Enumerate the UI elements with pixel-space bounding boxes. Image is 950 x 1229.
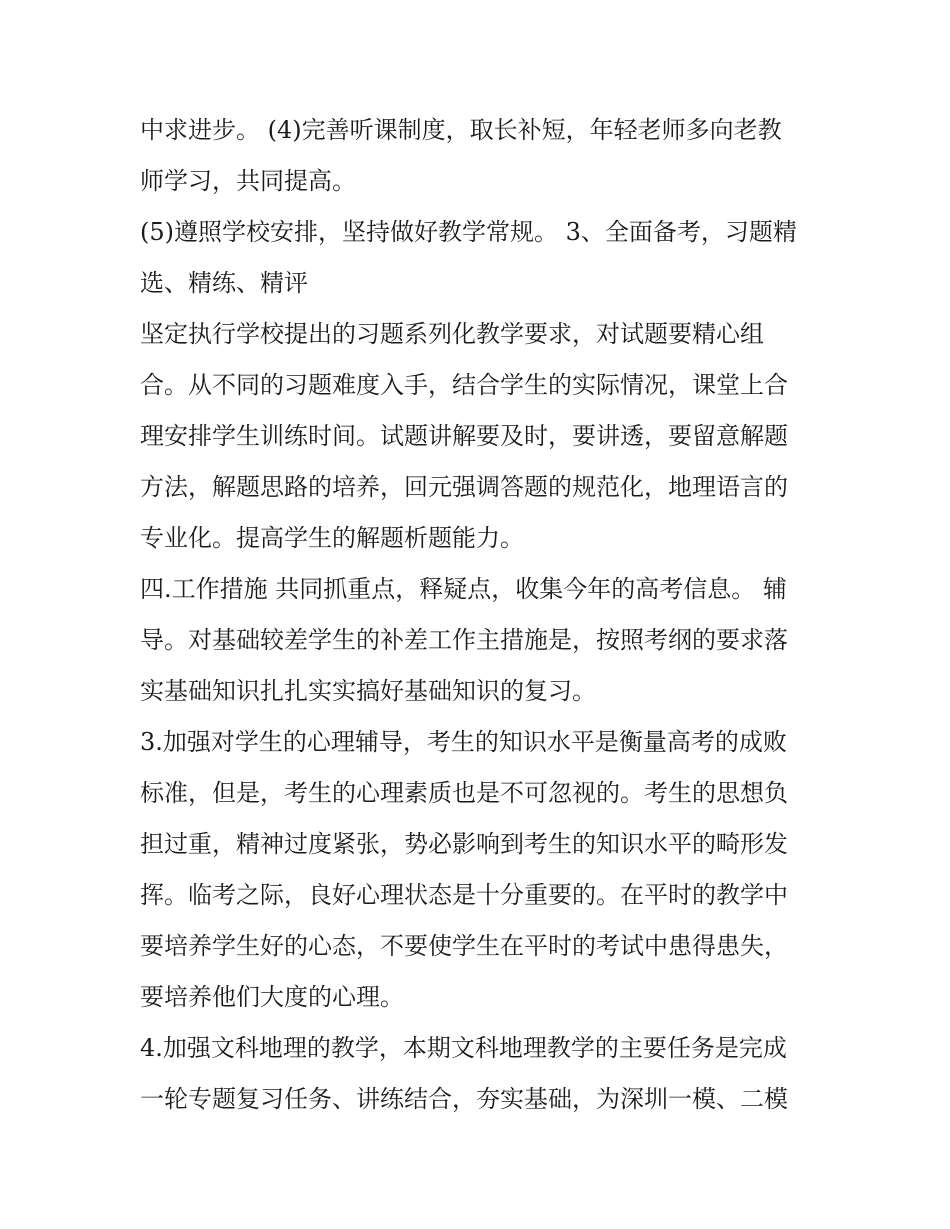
text-line: 4.加强文科地理的教学，本期文科地理教学的主要任务是完成 <box>140 1034 787 1062</box>
text-line: 方法，解题思路的培养，回元强调答题的规范化，地理语言的 <box>140 473 788 501</box>
text-line: 理安排学生训练时间。试题讲解要及时，要讲透，要留意解题 <box>140 422 788 450</box>
text-line: 担过重，精神过度紧张，势必影响到考生的知识水平的畸形发 <box>140 830 788 858</box>
text-line: 专业化。提高学生的解题析题能力。 <box>140 524 524 552</box>
text-line: 选、精练、精评 <box>140 269 308 297</box>
text-line: 一轮专题复习任务、讲练结合，夯实基础，为深圳一模、二模 <box>140 1085 788 1113</box>
body-text <box>140 105 830 1125</box>
text-line: (5)遵照学校安排，坚持做好教学常规。 3、全面备考，习题精 <box>140 218 797 246</box>
text-line: 四.工作措施 共同抓重点，释疑点，收集今年的高考信息。 辅 <box>140 575 787 603</box>
text-line: 师学习，共同提高。 <box>140 167 356 195</box>
text-line: 挥。临考之际，良好心理状态是十分重要的。在平时的教学中 <box>140 881 788 909</box>
text-line: 合。从不同的习题难度入手，结合学生的实际情况，课堂上合 <box>140 371 788 399</box>
text-line: 要培养学生好的心态，不要使学生在平时的考试中患得患失， <box>140 932 788 960</box>
text-line: 中求进步。 (4)完善听课制度，取长补短，年轻老师多向老教 <box>140 116 782 144</box>
text-line: 3.加强对学生的心理辅导，考生的知识水平是衡量高考的成败 <box>140 728 787 756</box>
text-line: 要培养他们大度的心理。 <box>140 983 404 1011</box>
text-line: 导。对基础较差学生的补差工作主措施是，按照考纲的要求落 <box>140 626 788 654</box>
text-line: 坚定执行学校提出的习题系列化教学要求，对试题要精心组 <box>140 320 764 348</box>
text-line: 实基础知识扎扎实实搞好基础知识的复习。 <box>140 677 596 705</box>
text-line: 标准，但是，考生的心理素质也是不可忽视的。考生的思想负 <box>140 779 788 807</box>
